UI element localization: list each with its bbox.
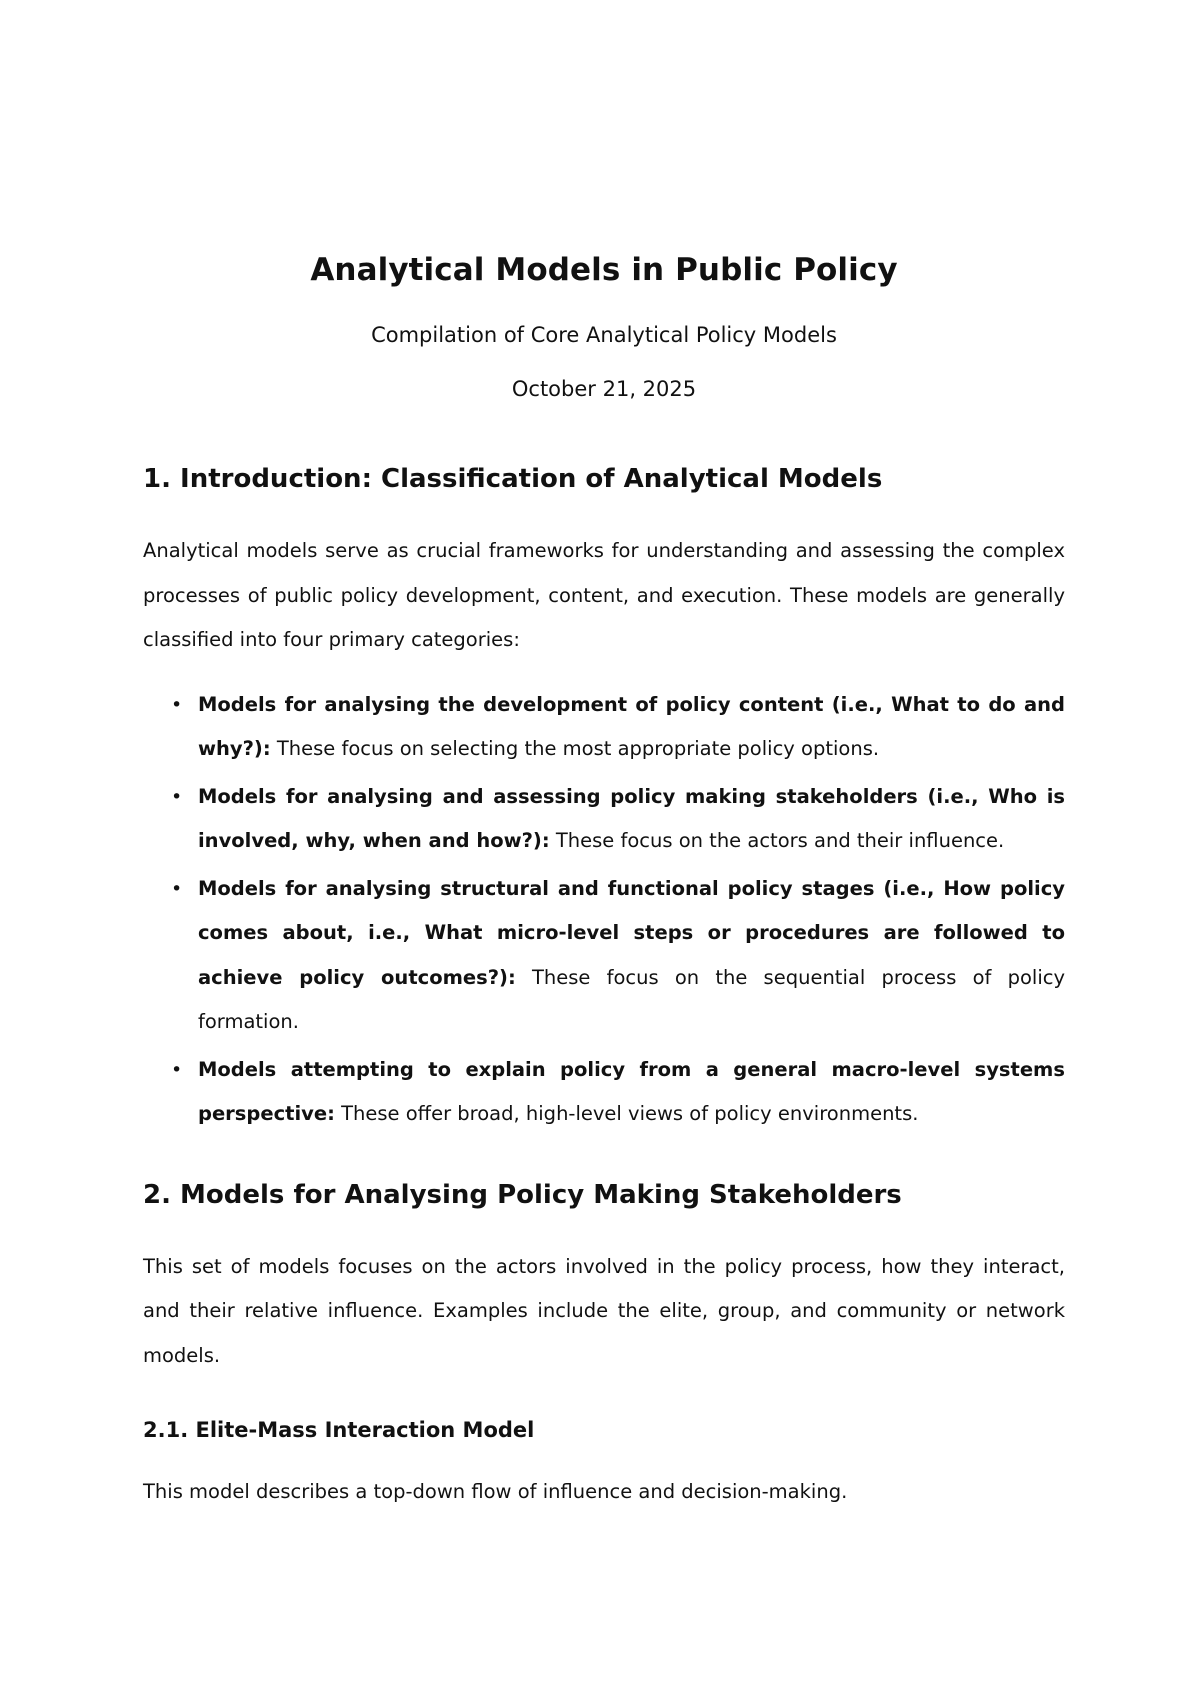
- subsection-elite-mass-paragraph: This model describes a top-down flow of influence and decision-making.: [143, 1480, 848, 1503]
- section-introduction-paragraph: Analytical models serve as crucial frameworks for understanding and assessing the complex processes of public policy development, content, and execution. These models are generally classified into four primary categories:: [143, 539, 1065, 651]
- list-item-term: Models attempting to explain policy from a general macro-level systems perspective:: [198, 1057, 1065, 1125]
- list-item-description: These focus on selecting the most appropriate policy options.: [270, 737, 880, 760]
- list-item: [143, 683, 1065, 772]
- section-heading-stakeholders: 2. Models for Analysing Policy Making Stakeholders: [143, 1179, 902, 1210]
- list-item: [143, 775, 1065, 864]
- list-item-description: These focus on the sequential process of policy formation.: [198, 965, 1065, 1033]
- document-title: Analytical Models in Public Policy: [310, 252, 898, 288]
- document-content: [143, 245, 1065, 1515]
- list-item-term: Models for analysing and assessing policy making stakeholders (i.e., Who is involved, why, when and how?):: [198, 784, 1065, 852]
- model-categories-list: [143, 683, 1065, 1137]
- list-item: [143, 867, 1065, 1045]
- list-item-description: These focus on the actors and their influence.: [549, 829, 1005, 852]
- list-item-term: Models for analysing the development of policy content (i.e., What to do and why?):: [198, 692, 1065, 760]
- section-stakeholders-paragraph: This set of models focuses on the actors involved in the policy process, how they interact, and their relative influence. Examples include the elite, group, and community or network models.: [143, 1254, 1065, 1367]
- bullet-icon: •: [171, 785, 183, 808]
- subsection-heading-elite-mass: 2.1. Elite-Mass Interaction Model: [143, 1418, 535, 1442]
- document-date: October 21, 2025: [511, 377, 697, 401]
- bullet-icon: •: [171, 693, 183, 716]
- list-item-description: These offer broad, high-level views of policy environments.: [334, 1102, 919, 1125]
- bullet-icon: •: [171, 877, 183, 900]
- document-subtitle: Compilation of Core Analytical Policy Models: [371, 323, 837, 347]
- list-item: [143, 1048, 1065, 1137]
- section-heading-introduction: 1. Introduction: Classification of Analytical Models: [143, 464, 883, 494]
- list-item-term: Models for analysing structural and functional policy stages (i.e., How policy comes about, i.e., What micro-level steps or procedures are followed to achieve policy outcomes?):: [198, 876, 1065, 989]
- bullet-icon: •: [171, 1058, 183, 1081]
